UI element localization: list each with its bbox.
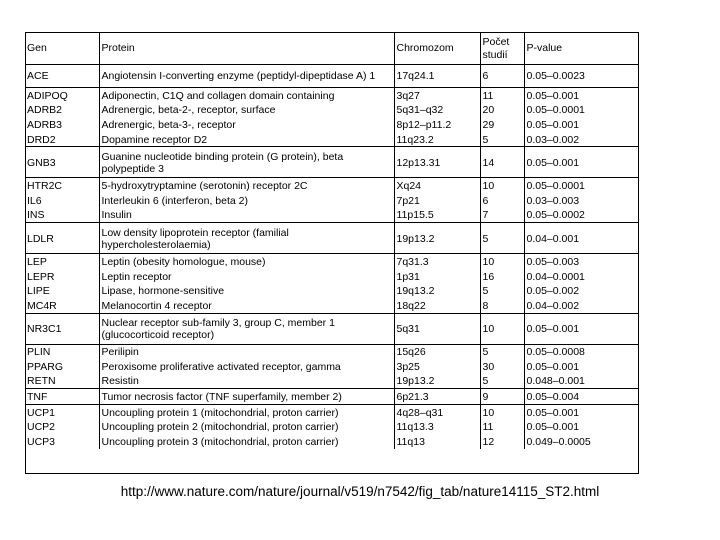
table-row [25, 283, 639, 298]
cell-chromozom: 5q31 [394, 313, 480, 344]
table-row [25, 344, 639, 359]
cell-chromozom: 19q13.2 [394, 283, 480, 298]
cell-protein: Adrenergic, beta-3-, receptor [99, 117, 394, 132]
table-row [25, 269, 639, 284]
cell-pocet: 12 [480, 434, 524, 449]
cell-gen: RETN [25, 374, 99, 389]
header-row [25, 32, 639, 65]
cell-protein: Peroxisome proliferative activated receptor, gamma [99, 359, 394, 374]
table-row [25, 103, 639, 118]
cell-protein: Uncoupling protein 2 (mitochondrial, proton carrier) [99, 420, 394, 435]
cell-gen: ACE [25, 65, 99, 88]
header-pocet-studii: Počet studií [480, 32, 524, 65]
source-url: http://www.nature.com/nature/journal/v519/n7542/fig_tab/nature14115_ST2.html [120, 484, 600, 499]
cell-pvalue: 0.03–0.002 [524, 132, 639, 147]
cell-protein: Uncoupling protein 1 (mitochondrial, proton carrier) [99, 404, 394, 419]
header-p-value: P-value [524, 32, 639, 65]
cell-pvalue: 0.05–0.001 [524, 117, 639, 132]
cell-chromozom: 7q31.3 [394, 254, 480, 269]
cell-chromozom: 15q26 [394, 344, 480, 359]
cell-gen: UCP1 [27, 406, 56, 419]
cell-chromozom: 3q27 [394, 88, 480, 103]
cell-gen: GNB3 [25, 147, 99, 178]
cell-chromozom: 5q31–q32 [394, 103, 480, 118]
cell-pocet: 11 [480, 88, 524, 103]
cell-protein: Uncoupling protein 3 (mitochondrial, proton carrier) [99, 434, 394, 449]
cell-protein: Resistin [99, 374, 394, 389]
cell-gen: NR3C1 [25, 313, 99, 344]
table-row [25, 420, 639, 435]
cell-pvalue: 0.05–0.001 [524, 313, 639, 344]
cell-pocet: 10 [480, 404, 524, 419]
table-row [25, 389, 639, 405]
cell-pvalue: 0.05–0.0008 [524, 344, 639, 359]
cell-protein: Tumor necrosis factor (TNF superfamily, member 2) [99, 389, 394, 405]
cell-pocet: 9 [480, 389, 524, 405]
cell-pocet: 30 [480, 359, 524, 374]
cell-gen: DRD2 [25, 132, 99, 147]
cell-chromozom: 8p12–p11.2 [394, 117, 480, 132]
cell-gen: MC4R [25, 298, 99, 313]
cell-pocet: 8 [480, 298, 524, 313]
table-row [25, 88, 639, 103]
cell-protein: Dopamine receptor D2 [99, 132, 394, 147]
cell-protein: Lipase, hormone-sensitive [99, 283, 394, 298]
cell-pvalue: 0.05–0.002 [524, 283, 639, 298]
cell-pocet: 7 [480, 208, 524, 223]
cell-protein: Perilipin [99, 344, 394, 359]
table-row [25, 65, 639, 88]
cell-chromozom: 18q22 [394, 298, 480, 313]
cell-protein: Leptin receptor [99, 269, 394, 284]
cell-pocet: 6 [480, 65, 524, 88]
gene-table [25, 32, 639, 449]
cell-pvalue: 0.05–0.001 [524, 420, 639, 435]
cell-pocet: 5 [480, 283, 524, 298]
cell-pocet: 10 [480, 254, 524, 269]
cell-pocet: 20 [480, 103, 524, 118]
table-row [25, 208, 639, 223]
header-gen: Gen [25, 32, 99, 65]
cell-pocet: 10 [480, 313, 524, 344]
cell-chromozom: 12p13.31 [394, 147, 480, 178]
cell-gen: LIPE [27, 285, 50, 298]
cell-protein: Adrenergic, beta-2-, receptor, surface [99, 103, 394, 118]
cell-gen: HTR2C [27, 180, 63, 193]
cell-pocet: 14 [480, 147, 524, 178]
cell-pvalue: 0.05–0.0001 [524, 178, 639, 193]
cell-chromozom: 1p31 [394, 269, 480, 284]
cell-protein: Leptin (obesity homologue, mouse) [99, 254, 394, 269]
cell-chromozom: 11q23.2 [394, 132, 480, 147]
cell-pocet: 5 [480, 223, 524, 254]
cell-pocet: 5 [480, 132, 524, 147]
cell-pocet: 5 [480, 374, 524, 389]
cell-pocet: 5 [480, 344, 524, 359]
cell-pvalue: 0.05–0.001 [524, 147, 639, 178]
cell-gen: INS [25, 208, 99, 223]
table-row [25, 359, 639, 374]
cell-protein: Insulin [99, 208, 394, 223]
cell-pvalue: 0.05–0.001 [524, 359, 639, 374]
table-row [25, 313, 639, 344]
table-row [25, 404, 639, 419]
cell-chromozom: 17q24.1 [394, 65, 480, 88]
cell-chromozom: 7p21 [394, 193, 480, 208]
cell-pvalue: 0.049–0.0005 [524, 434, 639, 449]
cell-chromozom: 11p15.5 [394, 208, 480, 223]
cell-gen: ADRB2 [27, 104, 63, 117]
cell-protein: Adiponectin, C1Q and collagen domain containing [99, 88, 394, 103]
cell-pocet: 11 [480, 420, 524, 435]
cell-gen: LDLR [25, 223, 99, 254]
table-row [25, 374, 639, 389]
header-protein: Protein [99, 32, 394, 65]
cell-pvalue: 0.03–0.003 [524, 193, 639, 208]
table-row [25, 223, 639, 254]
cell-pvalue: 0.05–0.001 [524, 88, 639, 103]
cell-gen: ADIPOQ [27, 89, 68, 102]
cell-pocet: 10 [480, 178, 524, 193]
cell-pvalue: 0.05–0.004 [524, 389, 639, 405]
cell-gen: TNF [25, 389, 99, 405]
cell-chromozom: 4q28–q31 [394, 404, 480, 419]
cell-protein: 5-hydroxytryptamine (serotonin) receptor 2C [99, 178, 394, 193]
cell-pocet: 16 [480, 269, 524, 284]
cell-chromozom: 11q13 [394, 434, 480, 449]
cell-chromozom: 19p13.2 [394, 223, 480, 254]
cell-gen: UCP2 [27, 421, 56, 434]
table-row [25, 178, 639, 193]
header-chromozom: Chromozom [394, 32, 480, 65]
cell-pvalue: 0.05–0.0001 [524, 103, 639, 118]
cell-pvalue: 0.048–0.001 [524, 374, 639, 389]
cell-chromozom: 6p21.3 [394, 389, 480, 405]
cell-protein: Interleukin 6 (interferon, beta 2) [99, 193, 394, 208]
cell-gen: LEPR [27, 270, 55, 283]
table-row [25, 254, 639, 269]
cell-protein: Angiotensin I-converting enzyme (peptidyl-dipeptidase A) 1 [99, 65, 394, 88]
cell-pvalue: 0.05–0.003 [524, 254, 639, 269]
cell-pocet: 29 [480, 117, 524, 132]
cell-protein: Melanocortin 4 receptor [99, 298, 394, 313]
cell-protein: Guanine nucleotide binding protein (G protein), beta polypeptide 3 [99, 147, 394, 178]
cell-gen: UCP3 [27, 435, 56, 448]
cell-gen: PLIN [27, 346, 51, 359]
cell-gen: ADRB3 [27, 118, 63, 131]
cell-pvalue: 0.05–0.0002 [524, 208, 639, 223]
cell-gen: PPARG [27, 360, 63, 373]
cell-chromozom: Xq24 [394, 178, 480, 193]
cell-gen: LEP [27, 255, 47, 268]
cell-chromozom: 11q13.3 [394, 420, 480, 435]
cell-chromozom: 19p13.2 [394, 374, 480, 389]
cell-protein: Low density lipoprotein receptor (familial hypercholesterolaemia) [99, 223, 394, 254]
table-row [25, 147, 639, 178]
table-row [25, 298, 639, 313]
table-row [25, 132, 639, 147]
cell-pvalue: 0.05–0.0023 [524, 65, 639, 88]
cell-pvalue: 0.04–0.001 [524, 223, 639, 254]
cell-pocet: 6 [480, 193, 524, 208]
table-row [25, 117, 639, 132]
cell-chromozom: 3p25 [394, 359, 480, 374]
cell-pvalue: 0.04–0.002 [524, 298, 639, 313]
cell-gen: IL6 [27, 194, 42, 207]
table-row [25, 434, 639, 449]
cell-protein: Nuclear receptor sub-family 3, group C, member 1 (glucocorticoid receptor) [99, 313, 394, 344]
cell-pvalue: 0.05–0.001 [524, 404, 639, 419]
cell-pvalue: 0.04–0.0001 [524, 269, 639, 284]
table-row [25, 193, 639, 208]
